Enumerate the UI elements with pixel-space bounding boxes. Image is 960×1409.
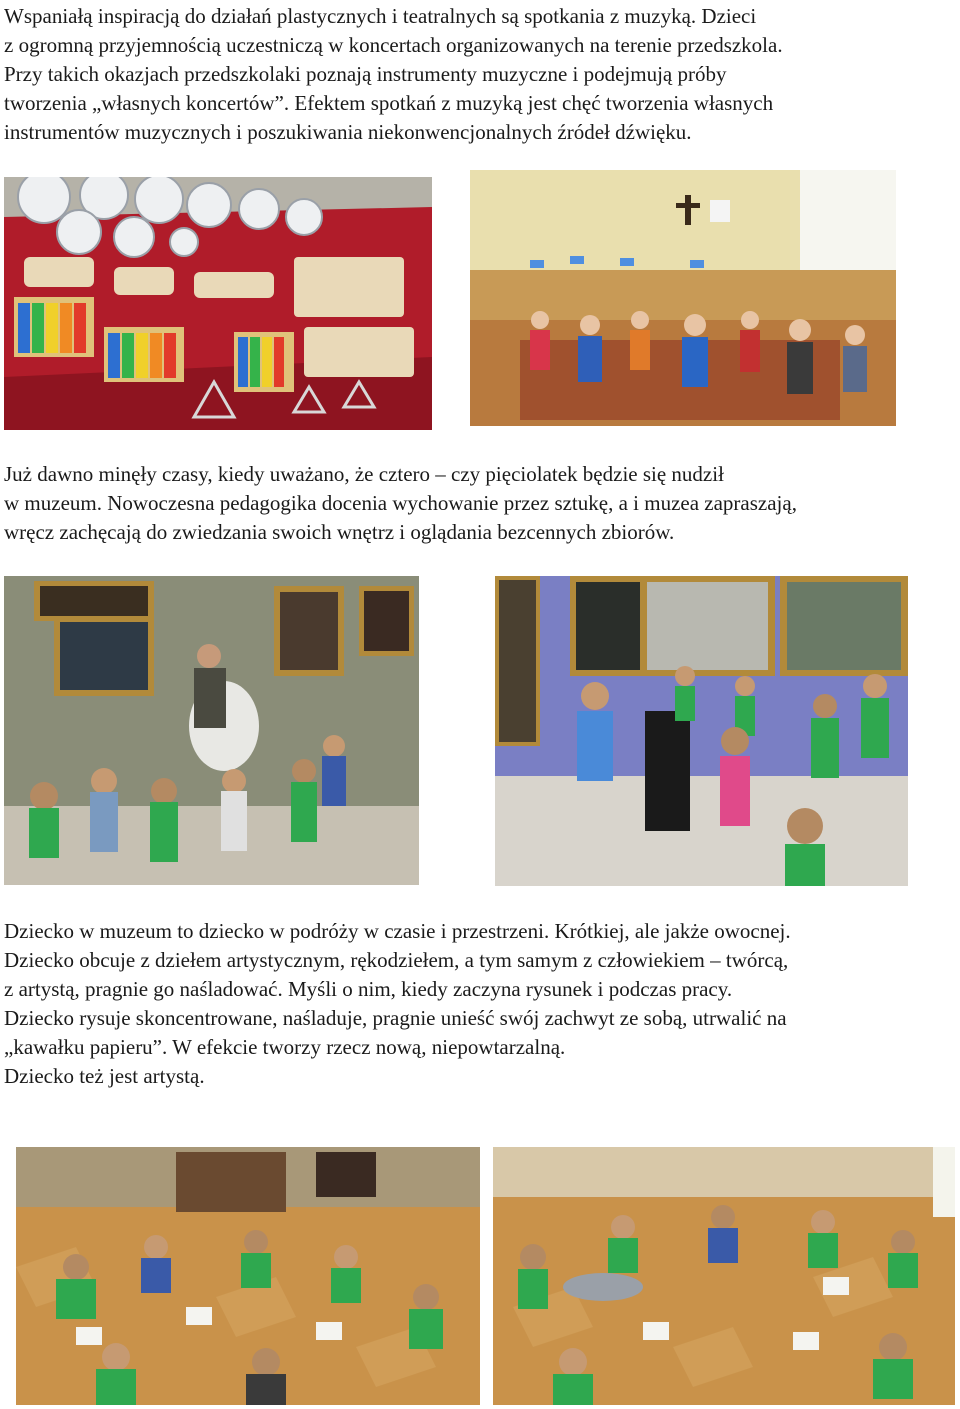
photo-drawing-left — [16, 1147, 480, 1405]
photo-instruments — [4, 177, 432, 430]
photo-classroom-dance — [470, 170, 896, 426]
photo-museum-gallery-right — [495, 576, 908, 886]
text-line: tworzenia „własnych koncertów”. Efektem spotkań z muzyką jest chęć tworzenia własnych — [4, 91, 774, 115]
paragraph-child-artist — [4, 917, 956, 1091]
text-line: Dziecko obcuje z dziełem artystycznym, rękodziełem, a tym samym z człowiekiem – twórcą, — [4, 948, 789, 972]
text-line: „kawałku papieru”. W efekcie tworzy rzecz nową, niepowtarzalną. — [4, 1035, 566, 1059]
text-line: wręcz zachęcają do zwiedzania swoich wnętrz i oglądania bezcennych zbiorów. — [4, 520, 675, 544]
text-line: z ogromną przyjemnością uczestniczą w koncertach organizowanych na terenie przedszkola. — [4, 33, 783, 57]
text-line: Dziecko rysuje skoncentrowane, naśladuje, pragnie unieść swój zachwyt ze sobą, utrwalić na — [4, 1006, 787, 1030]
text-line: Dziecko w muzeum to dziecko w podróży w czasie i przestrzeni. Krótkiej, ale jakże owocnej. — [4, 919, 791, 943]
photo-museum-gallery-left — [4, 576, 419, 885]
photo-drawing-right — [493, 1147, 955, 1405]
text-line: Przy takich okazjach przedszkolaki poznają instrumenty muzyczne i podejmują próby — [4, 62, 727, 86]
paragraph-museum-intro — [4, 460, 956, 547]
text-line: z artystą, pragnie go naśladować. Myśli o nim, kiedy zaczyna rysunek i podczas pracy. — [4, 977, 733, 1001]
text-line: Już dawno minęły czasy, kiedy uważano, że cztero – czy pięciolatek będzie się nudził — [4, 462, 724, 486]
closing-line: Dziecko też jest artystą. — [4, 1064, 205, 1088]
paragraph-music — [4, 2, 956, 147]
text-line: instrumentów muzycznych i poszukiwania niekonwencjonalnych źródeł dźwięku. — [4, 120, 692, 144]
text-line: Wspaniałą inspiracją do działań plastycznych i teatralnych są spotkania z muzyką. Dzieci — [4, 4, 757, 28]
text-line: w muzeum. Nowoczesna pedagogika docenia wychowanie przez sztukę, a i muzea zapraszają, — [4, 491, 797, 515]
